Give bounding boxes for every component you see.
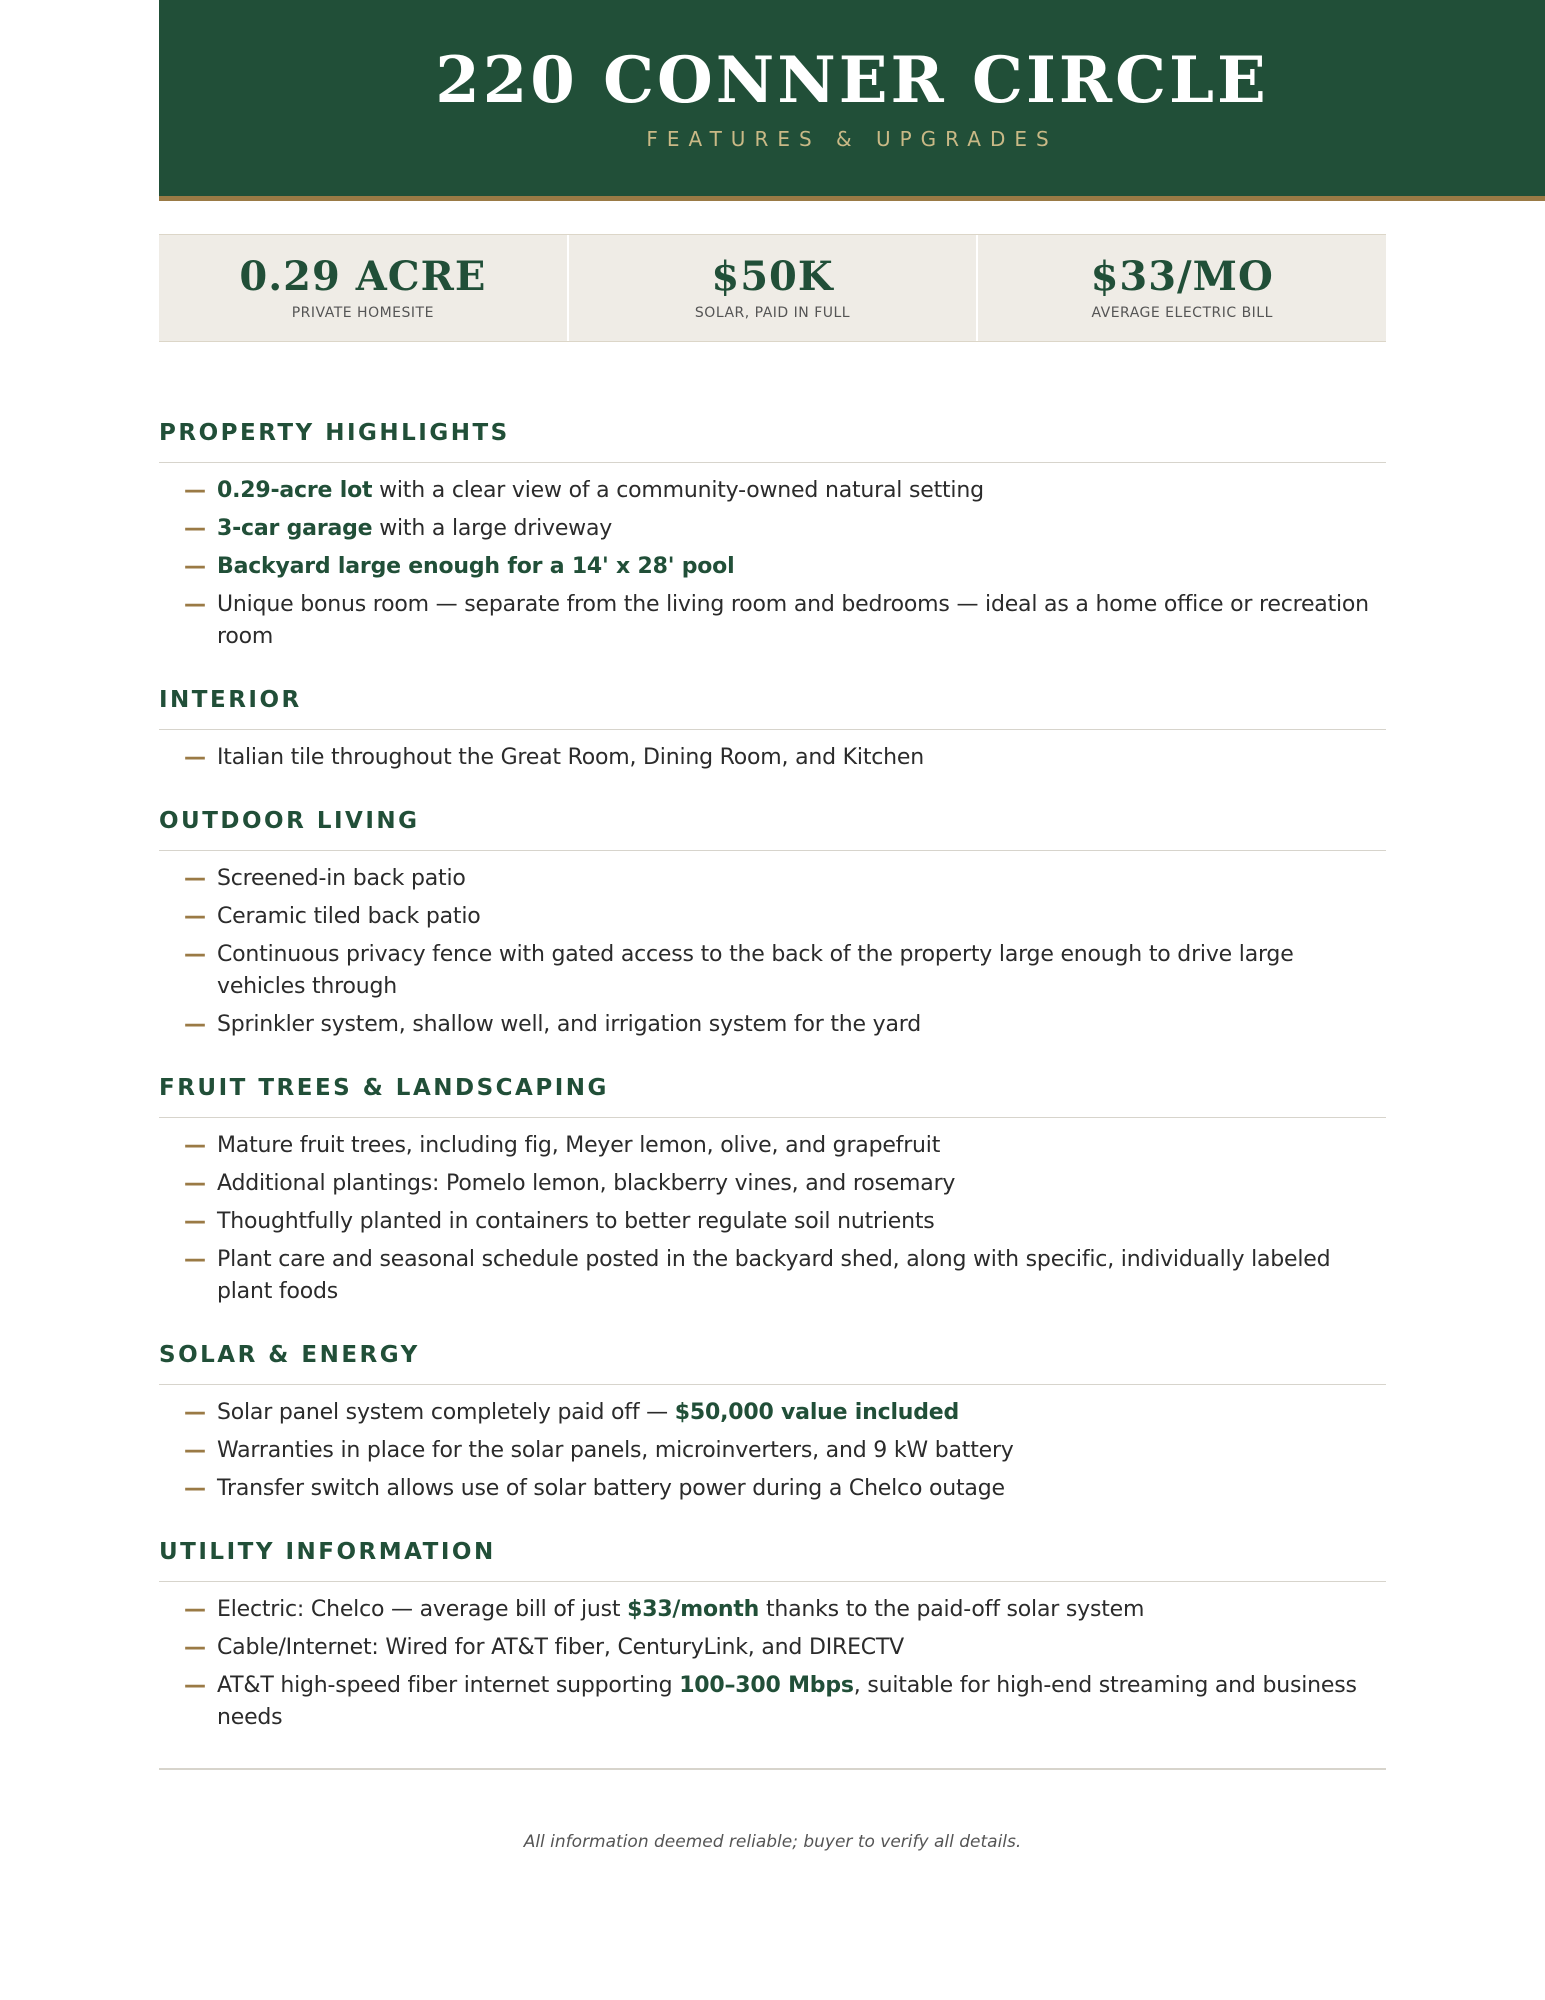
dash-bullet-icon: — — [184, 904, 206, 929]
section-heading: SOLAR & ENERGY — [159, 1335, 1386, 1385]
item-text: AT&T high-speed fiber internet supporting — [217, 1673, 680, 1698]
dash-bullet-icon: — — [184, 866, 206, 891]
feature-list — [159, 742, 1386, 774]
section-heading: INTERIOR — [159, 680, 1386, 730]
dash-bullet-icon: — — [184, 516, 206, 541]
list-item — [159, 513, 1386, 545]
list-item — [159, 589, 1386, 653]
list-item — [159, 1632, 1386, 1664]
item-text: Unique bonus room — separate from the living room and bedrooms — ideal as a home office or recreation room — [217, 592, 1369, 649]
section-fruit-trees-landscaping — [159, 1068, 1386, 1308]
stat-value: $50K — [711, 253, 834, 300]
list-item — [159, 901, 1386, 933]
item-text: , suitable for high-end streaming and business needs — [217, 1673, 1357, 1730]
highlight-text: 0.29-acre lot — [217, 478, 373, 503]
page-subtitle: FEATURES & UPGRADES — [646, 127, 1058, 151]
item-text: Additional plantings: Pomelo lemon, blackberry vines, and rosemary — [217, 1171, 956, 1196]
stat-solar — [567, 235, 977, 341]
list-item — [159, 1397, 1386, 1429]
item-text: thanks to the paid-off solar system — [759, 1597, 1145, 1622]
item-text: Continuous privacy fence with gated access to the back of the property large enough to drive large vehicles through — [217, 942, 1294, 999]
feature-list — [159, 475, 1386, 653]
list-item — [159, 1594, 1386, 1626]
dash-bullet-icon: — — [184, 1673, 206, 1698]
section-solar-energy — [159, 1335, 1386, 1505]
item-text: Thoughtfully planted in containers to better regulate soil nutrients — [217, 1209, 935, 1234]
stats-bar — [159, 234, 1386, 342]
list-item — [159, 1009, 1386, 1041]
stat-label: PRIVATE HOMESITE — [291, 305, 434, 321]
item-text: Electric: Chelco — average bill of just — [217, 1597, 628, 1622]
dash-bullet-icon: — — [184, 1012, 206, 1037]
highlight-text: Backyard large enough for a 14' x 28' pool — [217, 554, 735, 579]
list-item — [159, 742, 1386, 774]
header-banner — [159, 0, 1545, 201]
dash-bullet-icon: — — [184, 554, 206, 579]
dash-bullet-icon: — — [184, 745, 206, 770]
dash-bullet-icon: — — [184, 1597, 206, 1622]
list-item — [159, 475, 1386, 507]
dash-bullet-icon: — — [184, 1476, 206, 1501]
list-item — [159, 863, 1386, 895]
item-text: Sprinkler system, shallow well, and irrigation system for the yard — [217, 1012, 921, 1037]
item-text: Ceramic tiled back patio — [217, 904, 481, 929]
stat-label: AVERAGE ELECTRIC BILL — [1091, 305, 1273, 321]
stat-value: 0.29 ACRE — [239, 253, 487, 300]
section-interior — [159, 680, 1386, 774]
section-heading: FRUIT TREES & LANDSCAPING — [159, 1068, 1386, 1118]
item-text: Mature fruit trees, including fig, Meyer lemon, olive, and grapefruit — [217, 1133, 941, 1158]
section-heading: UTILITY INFORMATION — [159, 1532, 1386, 1582]
page-title: 220 CONNER CIRCLE — [435, 43, 1269, 118]
item-text: Plant care and seasonal schedule posted in the backyard shed, along with specific, individually labeled plant foods — [217, 1247, 1331, 1304]
stat-label: SOLAR, PAID IN FULL — [694, 305, 851, 321]
list-item — [159, 1206, 1386, 1238]
dash-bullet-icon: — — [184, 942, 206, 967]
item-text: Solar panel system completely paid off — — [217, 1400, 675, 1425]
dash-bullet-icon: — — [184, 1209, 206, 1234]
highlight-text: 100–300 Mbps — [679, 1673, 854, 1698]
stat-value: $33/MO — [1090, 253, 1274, 300]
list-item — [159, 1670, 1386, 1734]
highlight-text: $33/month — [627, 1597, 760, 1622]
dash-bullet-icon: — — [184, 1133, 206, 1158]
highlight-text: $50,000 value included — [674, 1400, 960, 1425]
item-text: Warranties in place for the solar panels, microinverters, and 9 kW battery — [217, 1438, 1014, 1463]
section-outdoor-living — [159, 801, 1386, 1041]
dash-bullet-icon: — — [184, 1247, 206, 1272]
dash-bullet-icon: — — [184, 1171, 206, 1196]
item-text: Italian tile throughout the Great Room, Dining Room, and Kitchen — [217, 745, 924, 770]
highlight-text: 3-car garage — [217, 516, 373, 541]
feature-list — [159, 1397, 1386, 1505]
stat-homesite — [159, 235, 567, 341]
section-heading: PROPERTY HIGHLIGHTS — [159, 413, 1386, 463]
section-utility-information — [159, 1532, 1386, 1734]
item-text: with a large driveway — [372, 516, 613, 541]
list-item — [159, 1473, 1386, 1505]
list-item — [159, 1168, 1386, 1200]
dash-bullet-icon: — — [184, 1635, 206, 1660]
divider — [159, 1768, 1386, 1770]
disclaimer-footnote: All information deemed reliable; buyer to verify all details. — [523, 1832, 1022, 1852]
item-text: Cable/Internet: Wired for AT&T fiber, CenturyLink, and DIRECTV — [217, 1635, 905, 1660]
feature-list — [159, 1594, 1386, 1734]
feature-list — [159, 863, 1386, 1041]
item-text: with a clear view of a community-owned natural setting — [372, 478, 984, 503]
item-text: Screened-in back patio — [217, 866, 466, 891]
item-text: Transfer switch allows use of solar battery power during a Chelco outage — [217, 1476, 1005, 1501]
dash-bullet-icon: — — [184, 1438, 206, 1463]
list-item — [159, 1244, 1386, 1308]
list-item — [159, 939, 1386, 1003]
feature-sections — [159, 413, 1386, 1761]
list-item — [159, 1435, 1386, 1467]
list-item — [159, 1130, 1386, 1162]
dash-bullet-icon: — — [184, 592, 206, 617]
stat-electric-bill — [976, 235, 1386, 341]
dash-bullet-icon: — — [184, 478, 206, 503]
feature-list — [159, 1130, 1386, 1308]
list-item — [159, 551, 1386, 583]
dash-bullet-icon: — — [184, 1400, 206, 1425]
section-property-highlights — [159, 413, 1386, 653]
section-heading: OUTDOOR LIVING — [159, 801, 1386, 851]
